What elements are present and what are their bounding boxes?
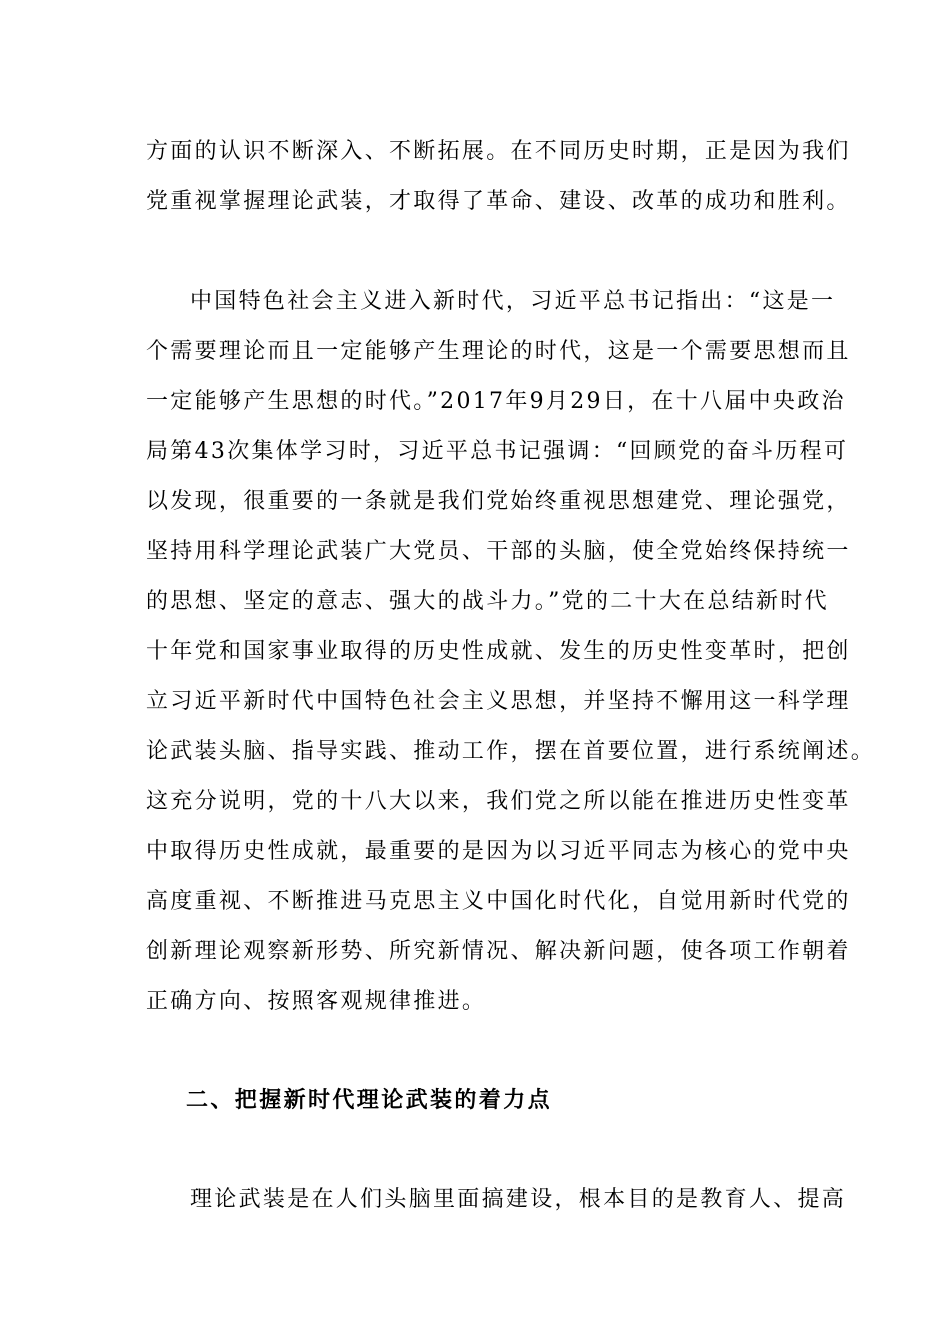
paragraph-line: 一定能够产生思想的时代。”2017年9月29日，在十八届中央政治 <box>146 389 846 414</box>
paragraph-line: 中国特色社会主义进入新时代，习近平总书记指出：“这是一 <box>190 289 836 314</box>
paragraph-line: 以发现，很重要的一条就是我们党始终重视思想建党、理论强党， <box>146 489 851 514</box>
paragraph-line: 十年党和国家事业取得的历史性成就、发生的历史性变革时，把创 <box>146 639 851 664</box>
paragraph-line: 的思想、坚定的意志、强大的战斗力。”党的二十大在总结新时代 <box>146 589 829 614</box>
paragraph-line: 个需要理论而且一定能够产生理论的时代，这是一个需要思想而且 <box>146 339 851 364</box>
paragraph-line: 这充分说明，党的十八大以来，我们党之所以能在推进历史性变革 <box>146 789 851 814</box>
paragraph-line: 坚持用科学理论武装广大党员、干部的头脑，使全党始终保持统一 <box>146 539 851 564</box>
paragraph-line: 创新理论观察新形势、所究新情况、解决新问题，使各项工作朝着 <box>146 939 851 964</box>
paragraph-line: 局第43次集体学习时，习近平总书记强调：“回顾党的奋斗历程可 <box>146 439 849 464</box>
paragraph-line: 正确方向、按照客观规律推进。 <box>146 989 487 1014</box>
paragraph-line: 论武装头脑、指导实践、推动工作，摆在首要位置，进行系统阐述。 <box>146 739 876 764</box>
paragraph-line: 中取得历史性成就，最重要的是因为以习近平同志为核心的党中央 <box>146 839 851 864</box>
section-heading: 二、把握新时代理论武装的着力点 <box>186 1087 553 1113</box>
paragraph-line: 高度重视、不断推进马克思主义中国化时代化，自觉用新时代党的 <box>146 889 851 914</box>
paragraph-line: 立习近平新时代中国特色社会主义思想，并坚持不懈用这一科学理 <box>146 689 851 714</box>
paragraph-line: 理论武装是在人们头脑里面搞建设，根本目的是教育人、提高 <box>190 1187 847 1212</box>
paragraph-line: 方面的认识不断深入、不断拓展。在不同历史时期，正是因为我们 <box>146 139 851 164</box>
paragraph-line: 党重视掌握理论武装，才取得了革命、建设、改革的成功和胜利。 <box>146 189 851 214</box>
